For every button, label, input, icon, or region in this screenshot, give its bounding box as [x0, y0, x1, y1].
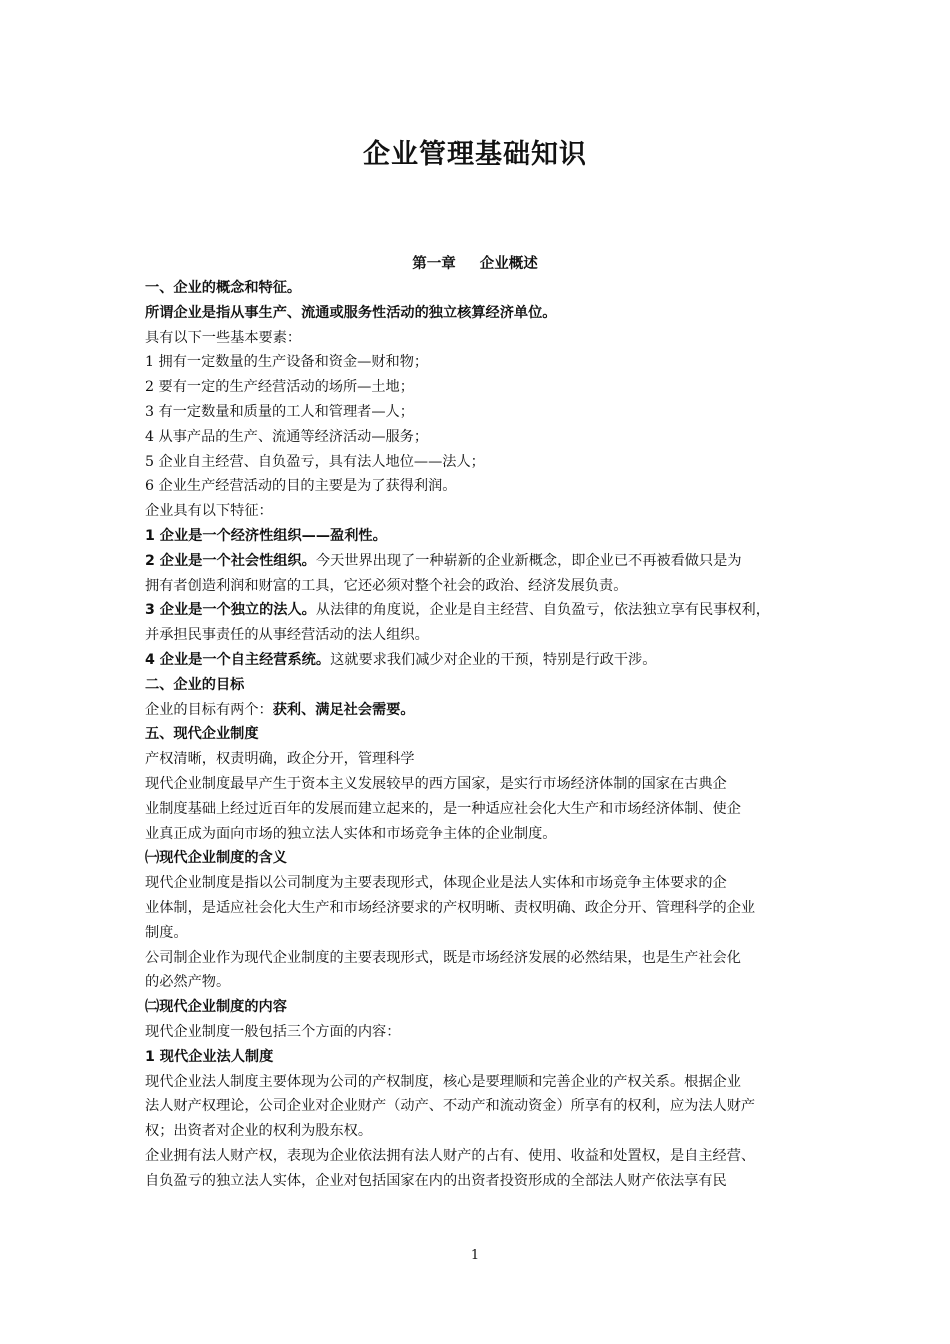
text-line [145, 747, 815, 772]
text-line [145, 822, 815, 847]
text-line [145, 276, 815, 301]
body-text: 3 有一定数量和质量的工人和管理者—人； [145, 403, 414, 420]
text-line [145, 524, 815, 549]
body-text: 企业拥有法人财产权，表现为企业依法拥有法人财产的占有、使用、收益和处置权，是自主经营、 [145, 1147, 756, 1164]
bold-text: 获利、满足社会需要。 [272, 701, 415, 718]
bold-text: 五、现代企业制度 [145, 726, 259, 743]
body-text: 现代企业制度是指以公司制度为主要表现形式，体现企业是法人实体和市场竞争主体要求的企 [145, 875, 727, 892]
body-text: 自负盈亏的独立法人实体，企业对包括国家在内的出资者投资形成的全部法人财产依法享有民 [145, 1172, 727, 1189]
bold-text: ㈠现代企业制度的含义 [145, 850, 287, 867]
text-line [145, 425, 815, 450]
text-line [145, 350, 815, 375]
page-number: 1 [470, 1248, 480, 1263]
body-text: 公司制企业作为现代企业制度的主要表现形式，既是市场经济发展的必然结果，也是生产社会化 [145, 949, 741, 966]
chapter-label: 第一章 [412, 256, 456, 272]
body-text: 2 要有一定的生产经营活动的场所—土地； [145, 379, 414, 396]
bold-text: 2 企业是一个社会性组织。 [145, 552, 316, 569]
text-line [145, 1045, 815, 1070]
body-text: 具有以下一些基本要素： [145, 329, 302, 346]
bold-text: ㈡现代企业制度的内容 [145, 999, 287, 1016]
text-line [145, 846, 815, 871]
text-line [145, 598, 815, 623]
text-line [145, 574, 815, 599]
body-text: 现代企业法人制度主要体现为公司的产权制度，核心是要理顺和完善企业的产权关系。根据企业 [145, 1073, 741, 1090]
body-text: 法人财产权理论，公司企业对企业财产（动产、不动产和流动资金）所享有的权利，应为法人财产 [145, 1098, 756, 1115]
body-text: 产权清晰，权责明确，政企分开，管理科学 [145, 751, 415, 768]
text-line [145, 1070, 815, 1095]
bold-text: 4 企业是一个自主经营系统。 [145, 651, 331, 668]
text-line [145, 375, 815, 400]
text-line [145, 921, 815, 946]
text-line [145, 301, 815, 326]
text-line [145, 673, 815, 698]
bold-text: 二、企业的目标 [145, 676, 245, 693]
text-line [145, 970, 815, 995]
text-line [145, 648, 815, 673]
bold-text: 1 企业是一个经济性组织——盈利性。 [145, 527, 387, 544]
body-text: 1 拥有一定数量的生产设备和资金—财和物； [145, 354, 429, 371]
text-line [145, 549, 815, 574]
body-text: 现代企业制度最早产生于资本主义发展较早的西方国家，是实行市场经济体制的国家在古典企 [145, 775, 727, 792]
body-text: 的必然产物。 [145, 974, 231, 991]
body-text: 业体制，是适应社会化大生产和市场经济要求的产权明晰、责权明确、政企分开、管理科学的企业 [145, 899, 756, 916]
text-line [145, 1094, 815, 1119]
body-text: 这就要求我们减少对企业的干预，特别是行政干涉。 [330, 651, 657, 668]
text-line [145, 772, 815, 797]
text-line [145, 946, 815, 971]
body-text: 从法律的角度说，企业是自主经营、自负盈亏，依法独立享有民事权利， [315, 602, 770, 619]
text-line [145, 1144, 815, 1169]
text-line [145, 871, 815, 896]
document-title: 企业管理基础知识 [363, 139, 587, 170]
text-line [145, 698, 815, 723]
body-text: 制度。 [145, 924, 188, 941]
text-line [145, 722, 815, 747]
text-line [145, 1020, 815, 1045]
bold-text: 所谓企业是指从事生产、流通或服务性活动的独立核算经济单位。 [145, 304, 557, 321]
body-text: 4 从事产品的生产、流通等经济活动—服务； [145, 428, 429, 445]
chapter-name: 企业概述 [479, 256, 538, 272]
text-line [145, 326, 815, 351]
bold-text: 一、企业的概念和特征。 [145, 280, 302, 296]
text-line [145, 623, 815, 648]
text-line [145, 797, 815, 822]
chapter-heading [0, 252, 950, 273]
body-text: 拥有者创造利润和财富的工具，它还必须对整个社会的政治、经济发展负责。 [145, 577, 628, 594]
text-line [145, 995, 815, 1020]
text-line [145, 400, 815, 425]
text-line [145, 499, 815, 524]
bold-text: 3 企业是一个独立的法人。 [145, 602, 316, 619]
document-body [145, 276, 815, 1193]
text-line [145, 896, 815, 921]
body-text: 现代企业制度一般包括三个方面的内容： [145, 1023, 401, 1040]
body-text: 业制度基础上经过近百年的发展而建立起来的，是一种适应社会化大生产和市场经济体制、使企 [145, 800, 741, 817]
bold-text: 1 现代企业法人制度 [145, 1048, 274, 1065]
body-text: 6 企业生产经营活动的目的主要是为了获得利润。 [145, 478, 457, 495]
body-text: 权；出资者对企业的权利为股东权。 [145, 1123, 373, 1140]
body-text: 企业的目标有两个： [145, 701, 273, 718]
text-line [145, 1119, 815, 1144]
text-line [145, 474, 815, 499]
body-text: 企业具有以下特征： [145, 503, 273, 520]
body-text: 业真正成为面向市场的独立法人实体和市场竞争主体的企业制度。 [145, 825, 557, 842]
text-line [145, 1169, 815, 1194]
body-text: 5 企业自主经营、自负盈亏，具有法人地位——法人； [145, 453, 485, 470]
text-line [145, 450, 815, 475]
body-text: 今天世界出现了一种崭新的企业新概念，即企业已不再被看做只是为 [315, 552, 742, 569]
body-text: 并承担民事责任的从事经营活动的法人组织。 [145, 627, 429, 644]
